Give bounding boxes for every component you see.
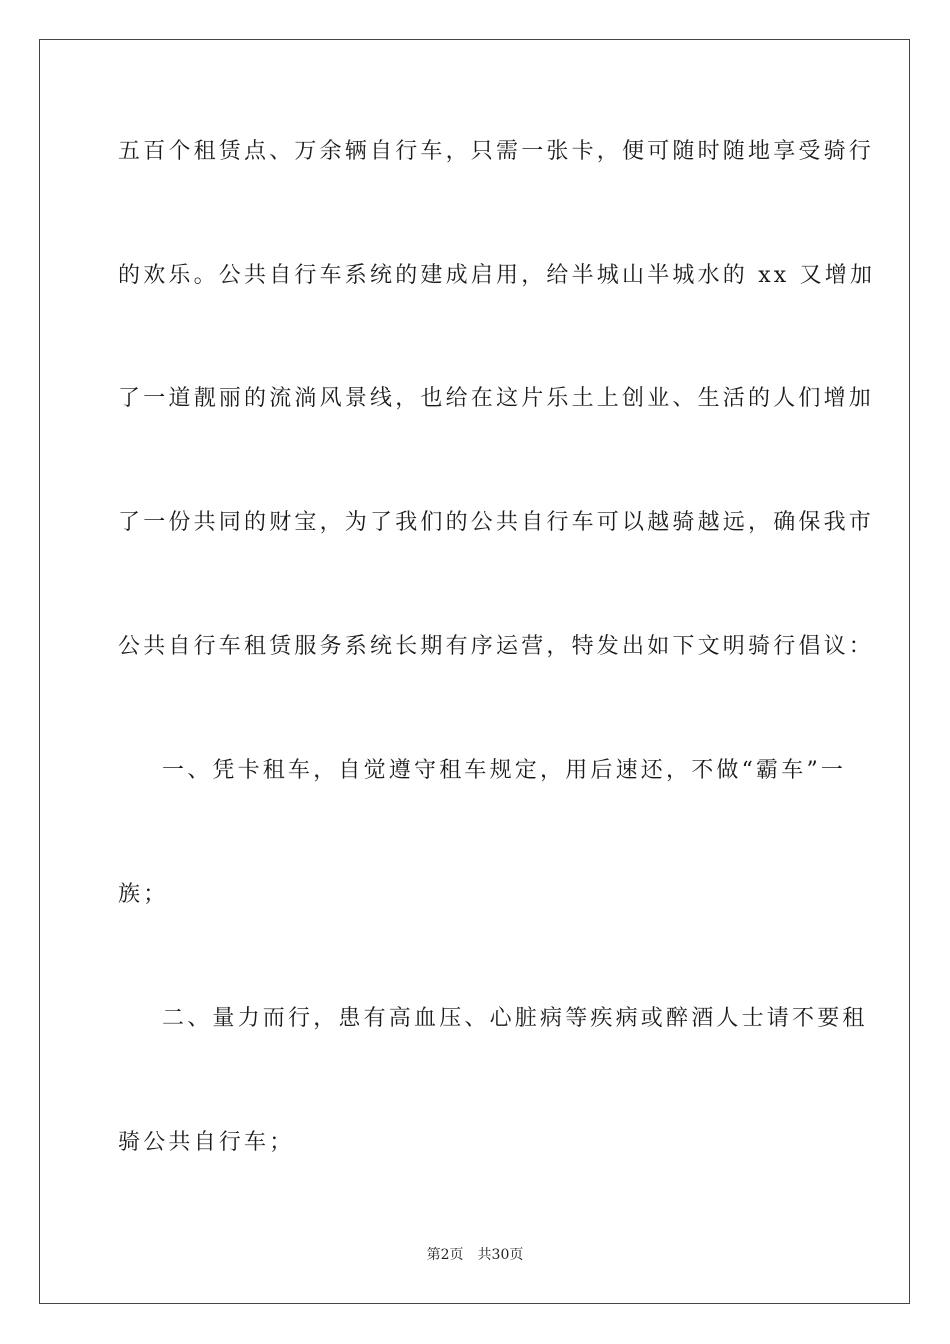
body-line-4: 了一份共同的财宝，为了我们的公共自行车可以越骑越远，确保我市 bbox=[118, 510, 875, 535]
body-line-2: 的欢乐。公共自行车系统的建成启用，给半城山半城水的 xx 又增加 bbox=[118, 263, 876, 288]
proposal-1-line-2: 族； bbox=[118, 882, 169, 907]
body-line-5: 公共自行车租赁服务系统长期有序运营，特发出如下文明骑行倡议： bbox=[118, 634, 875, 659]
proposal-2-line-1: 二、量力而行，患有高血压、心脏病等疾病或醉酒人士请不要租 bbox=[162, 1006, 868, 1031]
proposal-2-line-2: 骑公共自行车； bbox=[118, 1130, 295, 1155]
page-number-total: 共30页 bbox=[477, 1247, 524, 1263]
body-line-1: 五百个租赁点、万余辆自行车，只需一张卡，便可随时随地享受骑行 bbox=[118, 139, 875, 164]
proposal-1-line-1: 一、凭卡租车，自觉遵守租车规定，用后速还，不做“霸车”一 bbox=[162, 758, 847, 783]
page-footer bbox=[0, 1246, 950, 1264]
body-line-3: 了一道靓丽的流淌风景线，也给在这片乐土上创业、生活的人们增加 bbox=[118, 386, 875, 411]
page-frame bbox=[39, 39, 910, 1304]
page-number-current: 第2页 bbox=[426, 1247, 464, 1263]
